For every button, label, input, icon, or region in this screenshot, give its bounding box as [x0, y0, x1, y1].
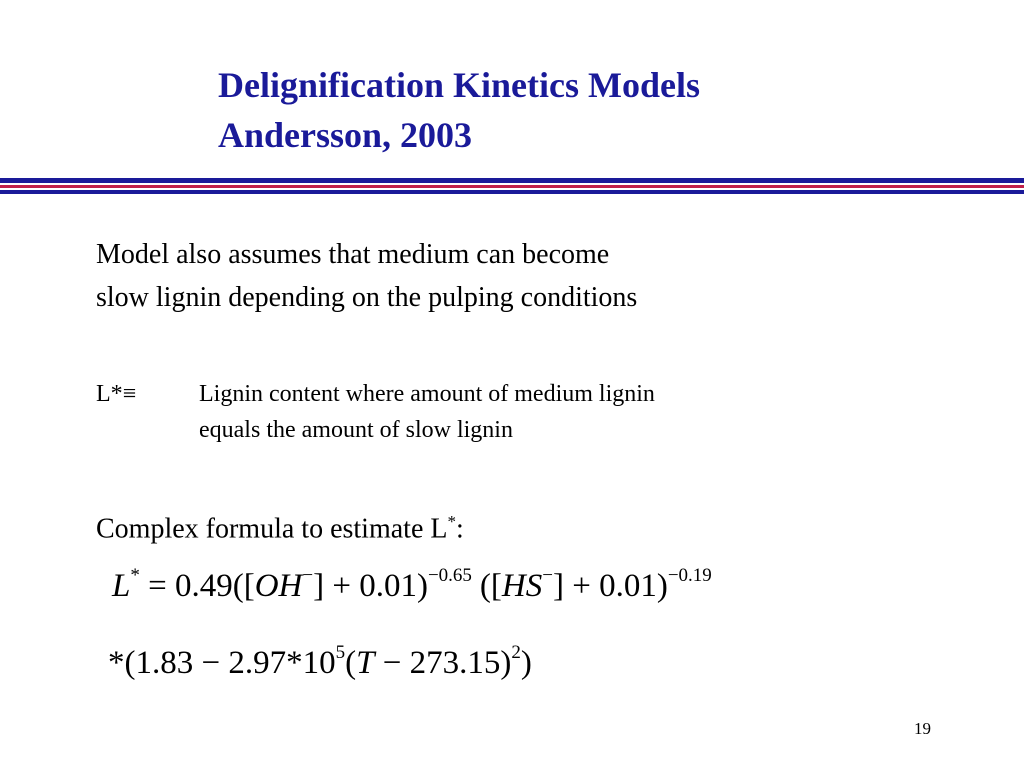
definition-line-2: equals the amount of slow lignin [199, 417, 513, 443]
definition-term: L*≡ [96, 381, 137, 407]
eq2-open: ( [345, 645, 357, 681]
eq2-lead: *(1.83 − 2.97*10 [108, 645, 336, 681]
formula-intro-asterisk: * [447, 512, 456, 531]
equation-line-1 [112, 565, 712, 605]
definition-line-1: Lignin content where amount of medium lignin [199, 381, 655, 407]
paragraph-line-1: Model also assumes that medium can become [96, 239, 610, 270]
eq-exponent-2: −0.19 [667, 565, 712, 586]
definition-text [199, 376, 899, 448]
eq-oh-charge: − [302, 565, 314, 586]
eq2-power: 5 [335, 642, 346, 663]
eq2-t: T [356, 645, 375, 681]
divider-red [0, 185, 1024, 188]
divider-blue-top [0, 178, 1024, 183]
eq-plus-1: ] + 0.01) [313, 568, 428, 604]
eq2-minus: − 273.15) [374, 645, 512, 681]
formula-intro-colon: : [455, 513, 464, 545]
slide-number: 19 [914, 719, 931, 738]
title-line-2: Andersson, 2003 [218, 115, 473, 155]
paragraph-model-assumption [96, 233, 637, 319]
title-line-1: Delignification Kinetics Models [218, 65, 700, 105]
eq-hs-charge: − [542, 565, 553, 586]
equation-line-2 [108, 642, 532, 682]
eq-lhs: L [112, 568, 131, 604]
eq-hs: HS [501, 568, 543, 604]
eq-lhs-sup: * [130, 565, 140, 586]
eq-coef: 0.49([ [174, 568, 255, 604]
paragraph-line-2: slow lignin depending on the pulping conditions [96, 282, 638, 313]
eq-equals: = [139, 568, 175, 604]
eq-open-2: ([ [479, 568, 502, 604]
formula-intro: Complex formula to estimate L [96, 513, 448, 545]
eq-oh: OH [254, 568, 303, 604]
divider-blue-bottom [0, 190, 1024, 194]
eq-plus-2: ] + 0.01) [552, 568, 668, 604]
eq-exponent-1: −0.65 [427, 565, 472, 586]
paragraph-complex-formula [96, 500, 464, 550]
slide-title [218, 60, 700, 160]
eq2-close: ) [520, 645, 532, 681]
eq2-square: 2 [511, 642, 521, 663]
